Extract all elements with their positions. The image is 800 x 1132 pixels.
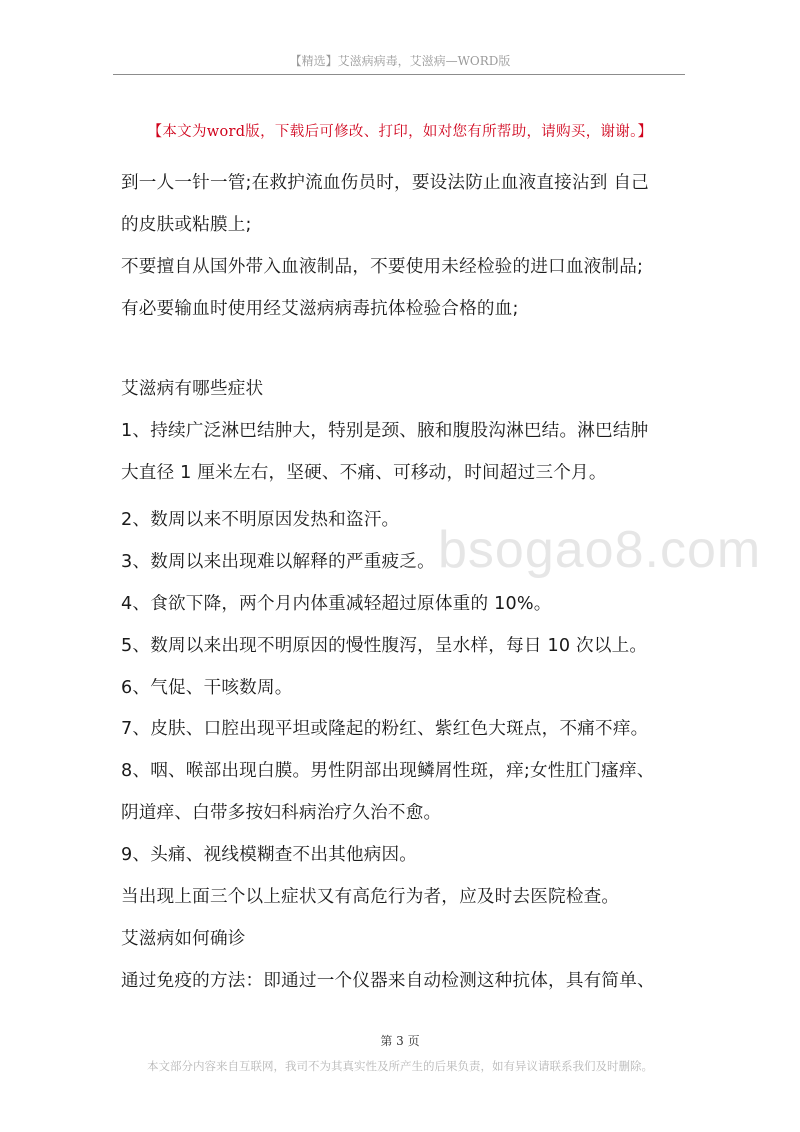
body-line: 4、食欲下降，两个月内体重减轻超过原体重的 10%。 — [121, 594, 552, 614]
body-line: 大直径 1 厘米左右，坚硬、不痛、可移动，时间超过三个月。 — [121, 463, 607, 483]
body-line: 的皮肤或粘膜上; — [121, 215, 252, 235]
footer-disclaimer: 本文部分内容来自互联网，我司不为其真实性及所产生的后果负责，如有异议请联系我们及时删除。 — [147, 1059, 653, 1073]
body-line: 7、皮肤、口腔出现平坦或隆起的粉红、紫红色大斑点，不痛不痒。 — [121, 719, 649, 739]
section-heading: 艾滋病如何确诊 — [121, 929, 246, 949]
section-heading: 艾滋病有哪些症状 — [121, 379, 264, 399]
body-line: 9、头痛、视线模糊查不出其他病因。 — [121, 845, 418, 865]
body-line: 2、数周以来不明原因发热和盗汗。 — [121, 510, 400, 530]
page-header-title: 【精选】艾滋病病毒，艾滋病—WORD版 — [289, 54, 511, 68]
body-line: 有必要输血时使用经艾滋病病毒抗体检验合格的血; — [121, 299, 519, 319]
body-line: 1、持续广泛淋巴结肿大，特别是颈、腋和腹股沟淋巴结。淋巴结肿 — [121, 421, 649, 441]
download-notice: 【本文为word版，下载后可修改、打印，如对您有所帮助，请购买，谢谢。】 — [147, 124, 653, 140]
header-divider — [113, 74, 685, 75]
body-line: 不要擅自从国外带入血液制品，不要使用未经检验的进口血液制品; — [121, 257, 644, 277]
body-line: 通过免疫的方法：即通过一个仪器来自动检测这种抗体，具有简单、 — [121, 971, 655, 991]
body-line: 当出现上面三个以上症状又有高危行为者，应及时去医院检查。 — [121, 887, 620, 907]
body-line: 8、咽、喉部出现白膜。男性阴部出现鳞屑性斑，痒;女性肛门瘙痒、 — [121, 761, 655, 781]
body-line: 到一人一针一管;在救护流血伤员时，要设法防止血液直接沾到 自己 — [121, 173, 649, 193]
body-line: 阴道痒、白带多按妇科病治疗久治不愈。 — [121, 803, 442, 823]
body-line: 3、数周以来出现难以解释的严重疲乏。 — [121, 552, 435, 572]
watermark: bsogao8.com — [438, 521, 762, 579]
body-line: 5、数周以来出现不明原因的慢性腹泻，呈水样，每日 10 次以上。 — [121, 636, 648, 656]
page-number: 第 3 页 — [380, 1034, 420, 1048]
body-line: 6、气促、干咳数周。 — [121, 678, 293, 698]
